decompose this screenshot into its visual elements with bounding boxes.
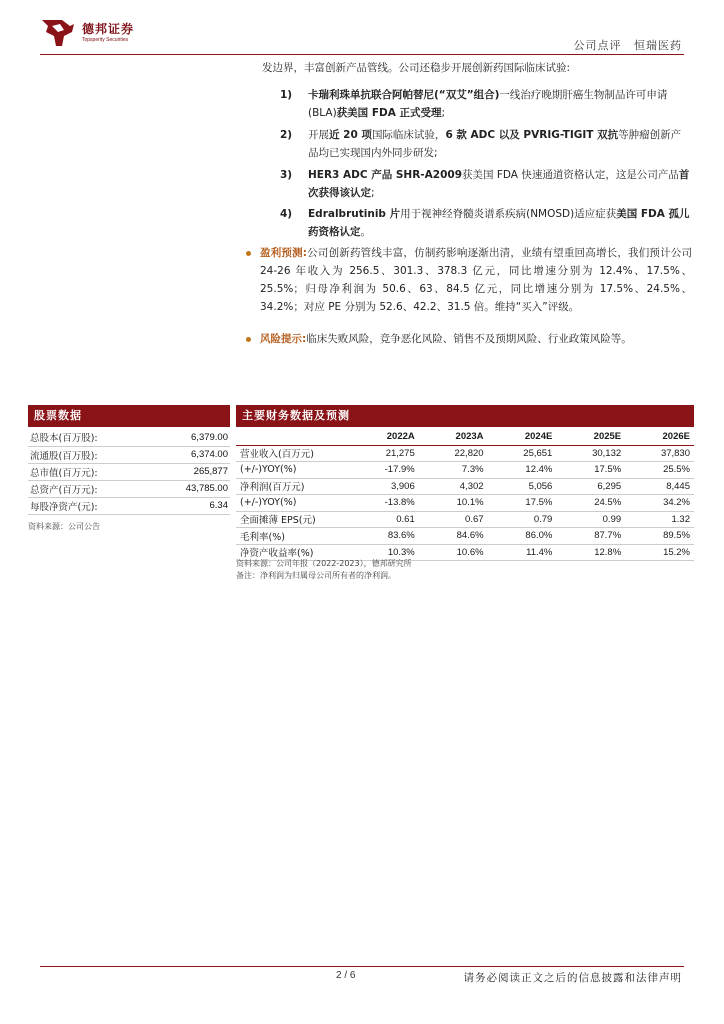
risk-paragraph [246,330,692,348]
column-header [236,428,348,445]
table-cell: 24.5% [556,495,625,512]
table-cell: 12.8% [556,544,625,561]
text-segment: 获美国 FDA 正式受理 [336,107,442,119]
table-cell: 11.4% [488,544,557,561]
forecast-paragraph [246,244,692,316]
item-text [308,126,690,162]
table-row [28,497,230,514]
table-cell: 0.61 [348,511,419,528]
table-cell: -17.9% [348,462,419,479]
column-header: 2024E [488,428,557,445]
list-item [280,166,690,202]
row-label: 全面摊薄 EPS(元) [236,511,348,528]
column-header: 2022A [348,428,419,445]
table-cell: 87.7% [556,528,625,545]
text-segment: 国际临床试验， [371,129,446,141]
table-row [28,446,230,463]
text-segment: 6 款 ADC 以及 PVRIG-TIGIT 双抗 [445,129,619,141]
item-number: 4) [280,208,293,220]
text-segment: HER3 ADC 产品 SHR-A2009 [308,169,463,181]
disclaimer: 请务必阅读正文之后的信息披露和法律声明 [463,972,682,984]
table-row [236,495,694,512]
list-item [280,126,690,162]
company-logo [40,16,160,48]
row-label: (+/-)YOY(%) [236,495,348,512]
table-cell: 10.6% [419,544,488,561]
header-meta [566,37,683,53]
bullet-icon [246,337,251,342]
page-number: 2 / 6 [336,970,356,981]
row-label: 毛利率(%) [236,528,348,545]
table-cell: 25,651 [488,445,557,462]
risk-text: 临床失败风险，竞争恶化风险、销售不及预期风险、行业政策风险等。 [306,333,632,345]
text-segment: 近 20 项 [329,129,372,141]
table-row [28,480,230,497]
row-label: 净资产收益率(%) [236,544,348,561]
stock-data-title: 股票数据 [28,405,230,427]
table-cell: 10.3% [348,544,419,561]
report-type: 公司点评 [573,39,622,52]
text-segment: 美国 FDA 孤儿药资格认定 [308,208,690,238]
table-cell: 12.4% [488,462,557,479]
table-cell: 22,820 [419,445,488,462]
table-row [236,478,694,495]
table-cell: 30,132 [556,445,625,462]
stock-value: 6.34 [151,497,230,514]
table-cell: 8,445 [625,478,694,495]
text-segment: 。 [360,226,371,238]
stock-value: 6,379.00 [151,429,230,446]
table-cell: 15.2% [625,544,694,561]
brand-name-en: Topsperity Securities [82,37,129,43]
table-cell: 86.0% [488,528,557,545]
brand-name: 德邦证券 [82,22,135,36]
financials-note: 备注：净利润为归属母公司所有者的净利润。 [236,571,396,580]
table-cell: 0.99 [556,511,625,528]
financials-title: 主要财务数据及预测 [236,405,694,427]
list-item [280,86,690,122]
table-row [236,511,694,528]
list-item [280,205,690,241]
item-text [308,166,690,202]
text-segment: ; [371,187,375,199]
row-label: (+/-)YOY(%) [236,462,348,479]
risk-heading: 风险提示: [260,333,307,345]
table-row [236,445,694,462]
text-segment: 一线治疗晚期肝癌生物制品许可申请(BLA) [308,89,668,119]
table-cell: 37,830 [625,445,694,462]
stock-label: 每股净资产(元): [28,497,151,514]
table-cell: 6,295 [556,478,625,495]
intro-line: 发边界，丰富创新产品管线。公司还稳步开展创新药国际临床试验: [262,62,571,74]
text-segment: 用于视神经脊髓炎谱系疾病(NMOSD)适应症获 [400,208,617,220]
footer-divider [40,966,684,967]
table-header-row [236,428,694,445]
forecast-heading: 盈利预测: [260,247,307,259]
table-cell: 5,056 [488,478,557,495]
table-row [28,463,230,480]
bullet-icon [246,251,251,256]
forecast-text: 公司创新药管线丰富，仿制药影响逐渐出清，业绩有望重回高增长，我们预计公司 24-26 年收入为 256.5、301.3、378.3 亿元，同比增速分别为 12.4%、17.5%、25.5%；归母净利润为 50.6、63、84.5 亿元，同比增速分别为 17.5%、24.5%、34.2%；对应 PE 分别为 52.6、42.2、31.5 倍。维持“买入”评级。 [260,247,692,313]
table-cell: 0.67 [419,511,488,528]
item-text [308,86,690,122]
table-cell: 17.5% [556,462,625,479]
row-label: 净利润(百万元) [236,478,348,495]
table-row [236,528,694,545]
item-text [308,205,690,241]
table-row [236,462,694,479]
stock-label: 总资产(百万元): [28,480,151,497]
item-number: 3) [280,169,293,181]
table-row [28,429,230,446]
table-cell: 83.6% [348,528,419,545]
table-cell: 84.6% [419,528,488,545]
stock-value: 6,374.00 [151,446,230,463]
text-segment: 获美国 FDA 快速通道资格认定，这是公司产品 [462,169,679,181]
financials-source: 资料来源：公司年报（2022-2023），德邦研究所 [236,559,412,568]
logo-mark-icon [40,16,78,48]
table-cell: 17.5% [488,495,557,512]
table-cell: -13.8% [348,495,419,512]
stock-label: 总市值(百万元): [28,463,151,480]
financials-table [236,428,694,561]
table-cell: 10.1% [419,495,488,512]
header-divider [40,54,684,55]
text-segment: 等肿瘤创新产品均已实现国内外同步研发; [308,129,682,159]
stock-data-table [28,429,230,515]
column-header: 2026E [625,428,694,445]
table-cell: 25.5% [625,462,694,479]
table-cell: 34.2% [625,495,694,512]
stock-label: 总股本(百万股): [28,429,151,446]
company-name: 恒瑞医药 [634,39,682,52]
table-cell: 89.5% [625,528,694,545]
financials-notes [236,558,412,582]
table-cell: 7.3% [419,462,488,479]
text-segment: 卡瑞利珠单抗联合阿帕替尼(“双艾”组合) [308,89,500,101]
stock-value: 265,877 [151,463,230,480]
stock-data-source: 资料来源：公司公告 [28,522,100,531]
table-cell: 3,906 [348,478,419,495]
text-segment: 首次获得该认定 [308,169,690,199]
text-segment: 开展 [308,129,329,141]
column-header: 2023A [419,428,488,445]
table-cell: 4,302 [419,478,488,495]
table-cell: 1.32 [625,511,694,528]
stock-label: 流通股(百万股): [28,446,151,463]
item-number: 1) [280,89,293,101]
text-segment: ; [441,107,446,119]
text-segment: Edralbrutinib 片 [308,208,401,220]
table-cell: 0.79 [488,511,557,528]
column-header: 2025E [556,428,625,445]
row-label: 营业收入(百万元) [236,445,348,462]
table-cell: 21,275 [348,445,419,462]
item-number: 2) [280,129,293,141]
stock-value: 43,785.00 [151,480,230,497]
